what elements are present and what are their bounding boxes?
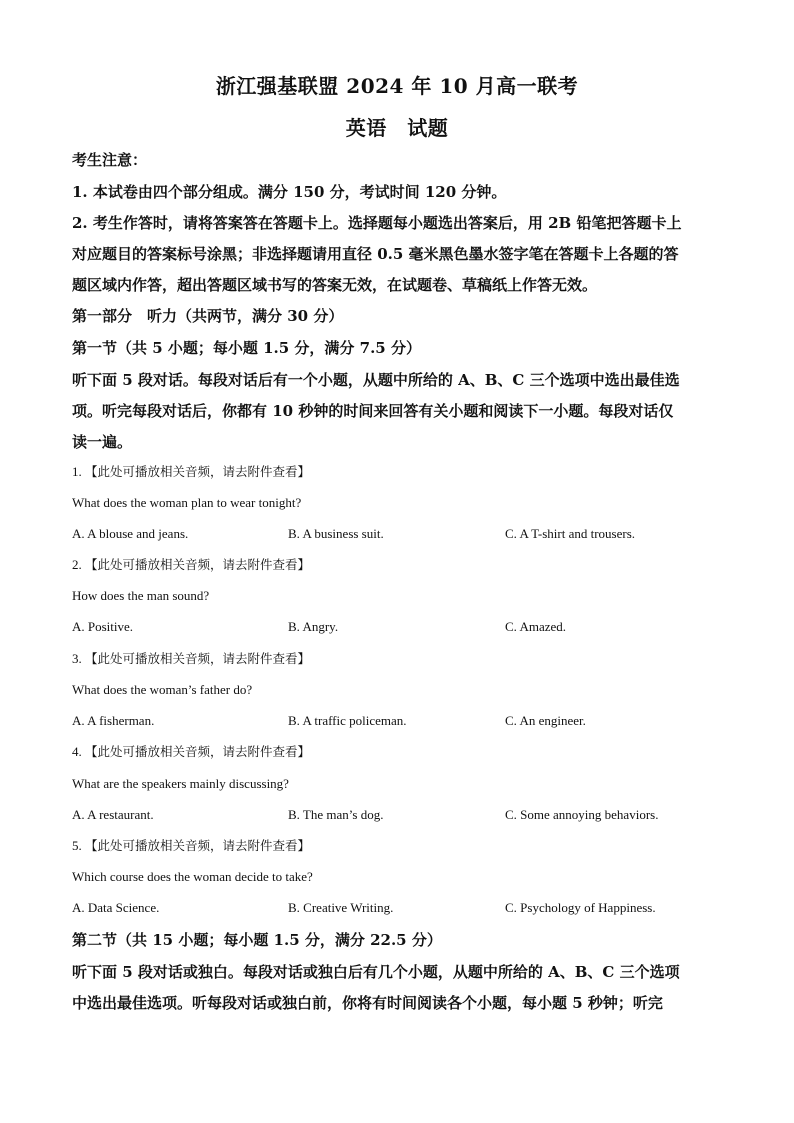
- question-1-option-b: B. A business suit.: [288, 526, 384, 541]
- question-4-audio: [72, 743, 310, 761]
- section1-instruction-line-2: 项。听完每段对话后，你都有 10 秒钟的时间来回答有关小题和阅读下一小题。每段对话仅: [72, 402, 674, 420]
- question-number: 4.: [72, 744, 82, 759]
- section2-heading: 第二节（共 15 小题；每小题 1.5 分，满分 22.5 分）: [72, 931, 442, 949]
- audio-placeholder: 【此处可播放相关音频，请去附件查看】: [85, 651, 311, 666]
- section2-instruction-line-1: 听下面 5 段对话或独白。每段对话或独白后有几个小题，从题中所给的 A、B、C 三个选项: [72, 963, 680, 981]
- question-4-option-b: B. The man’s dog.: [288, 807, 384, 822]
- audio-placeholder: 【此处可播放相关音频，请去附件查看】: [85, 744, 311, 759]
- question-2-audio: [72, 556, 310, 574]
- question-number: 2.: [72, 557, 82, 572]
- question-4-option-c: C. Some annoying behaviors.: [505, 807, 659, 822]
- question-5-option-c: C. Psychology of Happiness.: [505, 900, 656, 915]
- notice-item-2-line-3: 题区域内作答，超出答题区域书写的答案无效，在试题卷、草稿纸上作答无效。: [72, 276, 598, 294]
- section1-instruction-line-3: 读一遍。: [72, 433, 133, 451]
- question-number: 5.: [72, 838, 82, 853]
- question-2-option-c: C. Amazed.: [505, 619, 567, 634]
- question-3-option-c: C. An engineer.: [505, 713, 586, 728]
- question-4-option-a: A. A restaurant.: [72, 807, 154, 822]
- question-number: 3.: [72, 651, 82, 666]
- question-5-option-b: B. Creative Writing.: [288, 900, 394, 915]
- question-3-option-a: A. A fisherman.: [72, 713, 155, 728]
- part1-heading: 第一部分 听力（共两节，满分 30 分）: [72, 307, 344, 325]
- exam-subtitle: 英语 试题: [345, 116, 449, 140]
- section1-heading: 第一节（共 5 小题；每小题 1.5 分，满分 7.5 分）: [72, 339, 421, 357]
- question-number: 1.: [72, 464, 82, 479]
- question-2-option-a: A. Positive.: [72, 619, 134, 634]
- question-3-audio: [72, 650, 310, 668]
- audio-placeholder: 【此处可播放相关音频，请去附件查看】: [85, 557, 311, 572]
- section2-instruction-line-2: 中选出最佳选项。听每段对话或独白前，你将有时间阅读各个小题，每小题 5 秒钟；听完: [72, 994, 663, 1012]
- question-4-text: What are the speakers mainly discussing?: [72, 776, 289, 791]
- question-3-text: What does the woman’s father do?: [72, 682, 253, 697]
- notice-item-2-line-1: 2. 考生作答时，请将答案答在答题卡上。选择题每小题选出答案后，用 2B 铅笔把答题卡上: [72, 214, 682, 232]
- question-3-option-b: B. A traffic policeman.: [288, 713, 407, 728]
- question-2-text: How does the man sound?: [72, 588, 210, 603]
- question-1-option-a: A. A blouse and jeans.: [72, 526, 189, 541]
- audio-placeholder: 【此处可播放相关音频，请去附件查看】: [85, 838, 311, 853]
- notice-item-2-line-2: 对应题目的答案标号涂黑；非选择题请用直径 0.5 毫米黑色墨水签字笔在答题卡上各题的答: [72, 245, 679, 263]
- question-5-text: Which course does the woman decide to take?: [72, 869, 313, 884]
- question-5-option-a: A. Data Science.: [72, 900, 160, 915]
- notice-item-1: 1. 本试卷由四个部分组成。满分 150 分，考试时间 120 分钟。: [72, 183, 507, 201]
- audio-placeholder: 【此处可播放相关音频，请去附件查看】: [85, 464, 311, 479]
- notice-label: 考生注意：: [72, 151, 148, 169]
- question-1-audio: [72, 463, 310, 481]
- question-1-option-c: C. A T-shirt and trousers.: [505, 526, 636, 541]
- question-2-option-b: B. Angry.: [288, 619, 339, 634]
- exam-title: 浙江强基联盟 2024 年 10 月高一联考: [215, 74, 579, 98]
- question-1-text: What does the woman plan to wear tonight?: [72, 495, 302, 510]
- section1-instruction-line-1: 听下面 5 段对话。每段对话后有一个小题，从题中所给的 A、B、C 三个选项中选出最佳选: [72, 371, 680, 389]
- question-5-audio: [72, 837, 310, 855]
